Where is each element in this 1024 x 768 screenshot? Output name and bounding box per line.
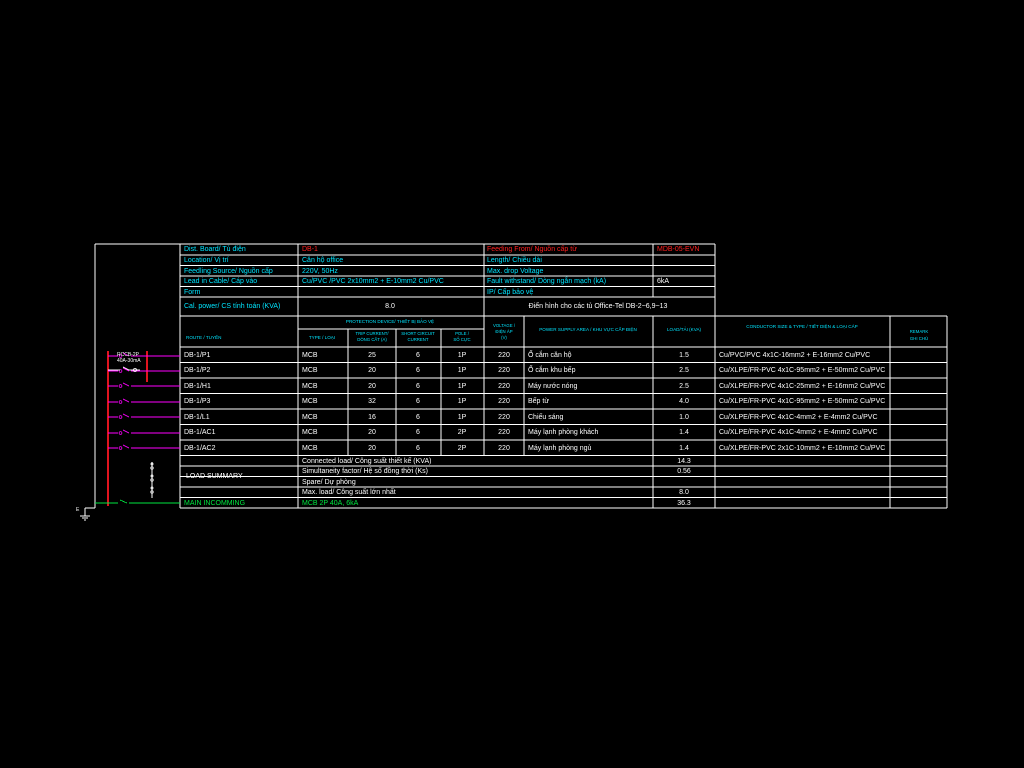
location-value: Căn hộ office [302, 257, 344, 264]
breaker-contact [119, 416, 122, 419]
main-incoming-label: MAIN INCOMMING [184, 499, 246, 507]
col-type: TYPE / LOẠI [308, 334, 336, 340]
col-short-circuit: SHORT CIRCUIT [401, 330, 435, 336]
row-trip: 20 [368, 367, 376, 374]
breaker-contact [119, 432, 122, 435]
row-route: DB-1/P1 [184, 351, 211, 359]
row-type: MCB [302, 351, 318, 359]
row-trip: 25 [368, 351, 376, 359]
max-load-value: 8.0 [679, 489, 689, 496]
feeding-from-label: Feeding From/ Nguồn cấp từ [487, 246, 577, 253]
rccb-rating: 40A-30mA [117, 358, 141, 364]
row-short: 6 [416, 413, 420, 421]
row-area: Máy nước nóng [528, 382, 578, 390]
fault-value: 6kA [657, 278, 670, 285]
row-voltage: 220 [498, 444, 510, 452]
row-pole: 2P [457, 444, 467, 452]
row-voltage: 220 [498, 429, 510, 436]
col-trip: DÒNG CẮT (A) [357, 337, 387, 342]
col-area: POWER SUPPLY AREA / KHU VỰC CẤP ĐIỆN [539, 327, 637, 332]
row-type: MCB [302, 444, 318, 452]
cal-power-label: Cal. power/ CS tính toán (KVA) [184, 303, 281, 310]
col-voltage: ĐIỆN ÁP [495, 328, 513, 334]
dist-board-value: DB-1 [302, 246, 318, 253]
col-remark: GHI CHÚ [909, 335, 929, 341]
row-type: MCB [302, 398, 318, 405]
row-trip: 20 [368, 444, 376, 452]
col-protection-group: PROTECTION DEVICE/ THIẾT BỊ BẢO VỆ [345, 319, 435, 324]
breaker-contact [119, 447, 122, 450]
ip-label: IP/ Cấp bảo vệ [487, 288, 534, 296]
lead-in-value: Cu/PVC /PVC 2x10mm2 + E-10mm2 Cu/PVC [302, 278, 444, 285]
row-route: DB-1/P3 [184, 398, 211, 405]
incoming-breaker [120, 500, 127, 503]
row-load: 1.4 [679, 429, 689, 436]
dist-board-label: Dist. Board/ Tủ điện [184, 246, 246, 253]
row-route: DB-1/H1 [184, 382, 211, 390]
simultaneity-value: 0.56 [677, 468, 691, 475]
col-voltage: (V) [501, 334, 507, 340]
row-trip: 20 [368, 382, 376, 390]
rccb-label: RCCB-2P [117, 352, 139, 358]
row-load: 1.5 [679, 351, 689, 359]
row-short: 6 [416, 382, 420, 390]
row-voltage: 220 [498, 351, 510, 359]
row-area: Ổ cắm khu bếp [528, 367, 576, 374]
row-type: MCB [302, 382, 318, 390]
row-conductor: Cu/XLPE/FR-PVC 4x1C-95mm2 + E-50mm2 Cu/PVC [719, 398, 886, 405]
row-pole: 1P [457, 367, 467, 374]
row-route: DB-1/P2 [184, 367, 211, 374]
row-short: 6 [416, 351, 420, 359]
feeding-source-value: 220V, 50Hz [302, 267, 338, 275]
row-type: MCB [302, 367, 318, 374]
lead-in-label: Lead in Cable/ Cáp vào [184, 278, 258, 285]
row-route: DB-1/L1 [184, 413, 210, 421]
max-load-label: Max. load/ Công suất lớn nhất [302, 489, 396, 496]
col-pole: SỐ CỰC [453, 337, 471, 342]
row-conductor: Cu/XLPE/FR-PVC 4x1C-25mm2 + E-16mm2 Cu/PVC [719, 382, 886, 390]
simultaneity-label: Simultaneity factor/ Hệ số đồng thời (Ks) [302, 468, 428, 475]
row-short: 6 [416, 367, 420, 374]
breaker-blade [123, 414, 129, 417]
feeding-from-value: MDB-05-EVN [657, 246, 700, 253]
row-area: Ổ cắm căn hộ [528, 351, 572, 359]
col-conductor: CONDUCTOR SIZE & TYPE / TIẾT DIỆN & LOẠI CÁP [746, 324, 858, 329]
row-voltage: 220 [498, 398, 510, 405]
row-short: 6 [416, 444, 420, 452]
row-short: 6 [416, 398, 420, 405]
breaker-blade [123, 430, 129, 433]
col-remark: REMARK [909, 329, 929, 334]
ground-label: E [76, 507, 80, 513]
row-load: 2.5 [679, 382, 689, 390]
row-conductor: Cu/PVC/PVC 4x1C-16mm2 + E-16mm2 Cu/PVC [719, 351, 871, 359]
breaker-blade [123, 399, 129, 402]
breaker-contact [119, 401, 122, 404]
row-load: 1.4 [679, 444, 689, 452]
col-short-circuit: CURRENT [407, 337, 429, 342]
row-type: MCB [302, 429, 318, 436]
feeding-source-label: Feedling Source/ Nguồn cấp [184, 267, 273, 275]
main-incoming-value: 36.3 [677, 499, 691, 507]
connected-load-label: Connected load/ Công suất thiết kế (KVA) [302, 457, 432, 465]
length-label: Length/ Chiều dài [487, 257, 542, 264]
spare-label: Spare/ Dự phòng [302, 478, 356, 486]
col-trip: TRIP CURRENT/ [355, 330, 389, 336]
col-load: LOAD/TẢI (KVA) [666, 327, 702, 332]
row-area: Máy lạnh phòng khách [528, 429, 599, 436]
row-load: 1.0 [679, 413, 689, 421]
row-load: 2.5 [679, 367, 689, 374]
row-area: Máy lạnh phòng ngủ [528, 444, 592, 452]
row-conductor: Cu/XLPE/FR-PVC 4x1C-95mm2 + E-50mm2 Cu/PVC [719, 367, 886, 374]
row-route: DB-1/AC2 [184, 444, 216, 452]
cal-power-value: 8.0 [385, 303, 395, 310]
row-pole: 1P [457, 382, 467, 390]
row-trip: 20 [368, 429, 376, 436]
fault-label: Fault withstand/ Dòng ngắn mạch (kA) [487, 278, 607, 285]
col-pole: POLE / [455, 330, 469, 336]
breaker-contact [119, 385, 122, 388]
row-pole: 1P [457, 351, 467, 359]
row-conductor: Cu/XLPE/FR-PVC 4x1C-4mm2 + E-4mm2 Cu/PVC [719, 429, 878, 436]
row-type: MCB [302, 413, 318, 421]
row-pole: 1P [457, 413, 467, 421]
row-load: 4.0 [679, 398, 689, 405]
row-pole: 2P [457, 429, 467, 436]
row-area: Bếp từ [528, 398, 550, 405]
row-short: 6 [416, 429, 420, 436]
connected-load-value: 14.3 [677, 457, 691, 465]
row-area: Chiếu sáng [528, 413, 564, 421]
breaker-blade [123, 445, 129, 448]
col-voltage: VOLTAGE / [492, 322, 516, 328]
row-pole: 1P [457, 398, 467, 405]
form-label: Form [184, 288, 201, 296]
typical-note: Điển hình cho các tủ Office-Tel DB-2~6,9~13 [528, 303, 668, 310]
row-route: DB-1/AC1 [184, 429, 216, 436]
max-drop-label: Max. drop Voltage [487, 267, 544, 275]
load-summary-title: LOAD SUMMARY [186, 473, 243, 480]
main-breaker-label: MCB 2P 40A, 6kA [302, 499, 359, 507]
row-conductor: Cu/XLPE/FR-PVC 4x1C-4mm2 + E-4mm2 Cu/PVC [719, 413, 878, 421]
row-voltage: 220 [498, 413, 510, 421]
row-voltage: 220 [498, 367, 510, 374]
breaker-blade [123, 383, 129, 386]
row-trip: 16 [368, 413, 376, 421]
row-voltage: 220 [498, 382, 510, 390]
location-label: Location/ Vị trí [184, 257, 229, 264]
row-conductor: Cu/XLPE/FR-PVC 2x1C-10mm2 + E-10mm2 Cu/PVC [719, 444, 886, 452]
col-route: ROUTE / TUYẾN [186, 334, 222, 340]
row-trip: 32 [368, 398, 376, 405]
